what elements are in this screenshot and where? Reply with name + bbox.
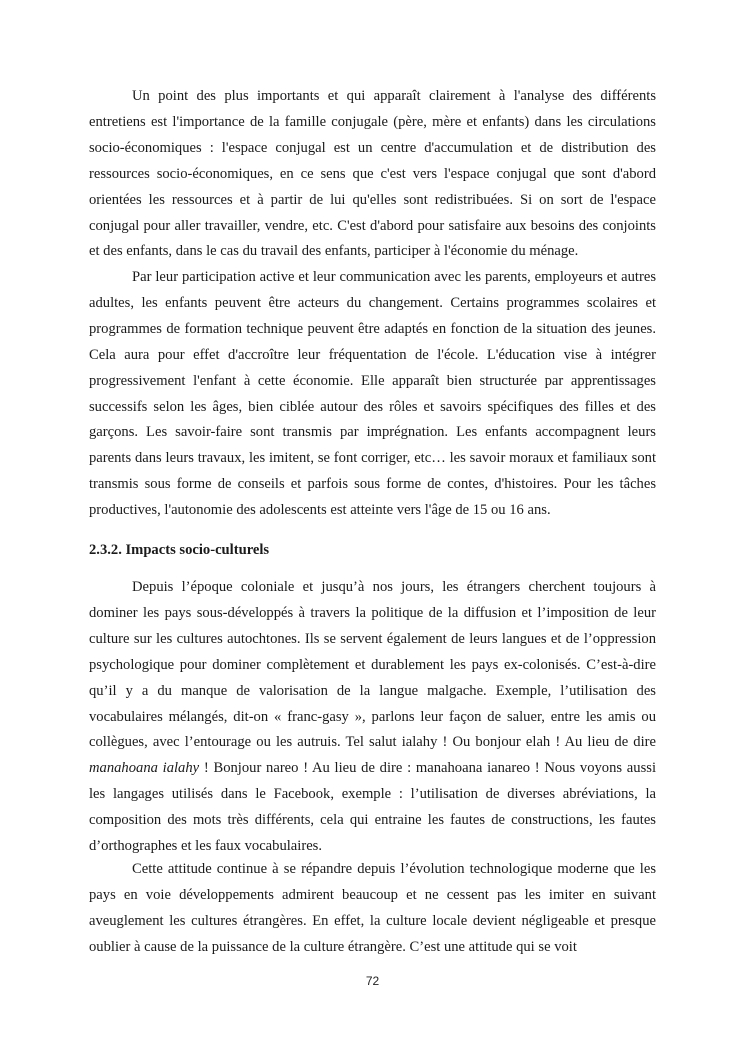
paragraph-technology-attitude: Cette attitude continue à se répandre depuis l’évolution technologique moderne que les pays en voie développements admirent beaucoup et ne cessent pas les imiter en suivant aveuglement les cultures étrangères. En effet, la culture locale devient négligeable et presque oublier à cause de la puissance de la culture étrangère. C’est une attitude qui se voit [89, 861, 656, 955]
paragraph-text: Depuis l’époque coloniale et jusqu’à nos jours, les étrangers cherchent toujours à dominer les pays sous-développés à travers la politique de la diffusion et l’imposition de leur culture sur les cultures autochtones. Ils se servent également de leurs langues et de l’oppression psychologique pour dominer complètement et durablement les pays ex-colonisés. C’est-à-dire qu’il y a du manque de valorisation de la langue malgache. Exemple, l’utilisation des vocabulaires mélangés, dit-on « franc-gasy », parlons leur façon de saluer, entre les amis ou collègues, avec l’entourage ou les autruis. Tel salut ialahy ! Ou bonjour elah ! Au lieu de dire [89, 579, 656, 751]
italic-phrase: manahoana ialahy [89, 760, 200, 777]
paragraph-family-conjugal: Un point des plus importants et qui apparaît clairement à l'analyse des différents entretiens est l'importance de la famille conjugale (père, mère et enfants) dans les circulations socio-économiques : l'espace conjugal est un centre d'accumulation et de distribution des ressources socio-économiques, en ce sens que c'est vers l'espace conjugal que sont d'abord orientées les ressources et à partir de lui qu'elles sont redistribuées. Si on sort de l'espace conjugal pour aller travailler, vendre, etc. C'est d'abord pour satisfaire aux besoins des conjoints et des enfants, dans le cas du travail des enfants, participer à l'économie du ménage. [89, 88, 656, 260]
paragraph-text: ! Bonjour nareo ! Au lieu de dire : manahoana ianareo ! Nous voyons aussi les langages utilisés dans le Facebook, exemple : l’utilisation de diverses abréviations, la composition des mots très différents, cela qui entraine les fautes de constructions, les fautes d’orthographes et les faux vocabulaires. [89, 760, 656, 855]
page-number: 72 [365, 974, 380, 988]
section-heading: 2.3.2. Impacts socio-culturels [89, 542, 270, 558]
paragraph-children-participation: Par leur participation active et leur communication avec les parents, employeurs et autres adultes, les enfants peuvent être acteurs du changement. Certains programmes scolaires et programmes de formation technique peuvent être adaptés en fonction de la situation des jeunes. Cela aura pour effet d'accroître leur fréquentation de l'école. L'éducation vise à intégrer progressivement l'enfant à cette économie. Elle apparaît bien structurée par apprentissages successifs selon les âges, bien ciblée autour des rôles et savoirs spécifiques des filles et des garçons. Les savoir-faire sont transmis par imprégnation. Les enfants accompagnent leurs parents dans leurs travaux, les imitent, se font corriger, etc… les savoir moraux et familiaux sont transmis sous forme de conseils et parfois sous forme de contes, d'histoires. Pour les tâches productives, l'autonomie des adolescents est atteinte vers l'âge de 15 ou 16 ans. [89, 269, 656, 519]
paragraph-colonial-culture [89, 575, 656, 860]
